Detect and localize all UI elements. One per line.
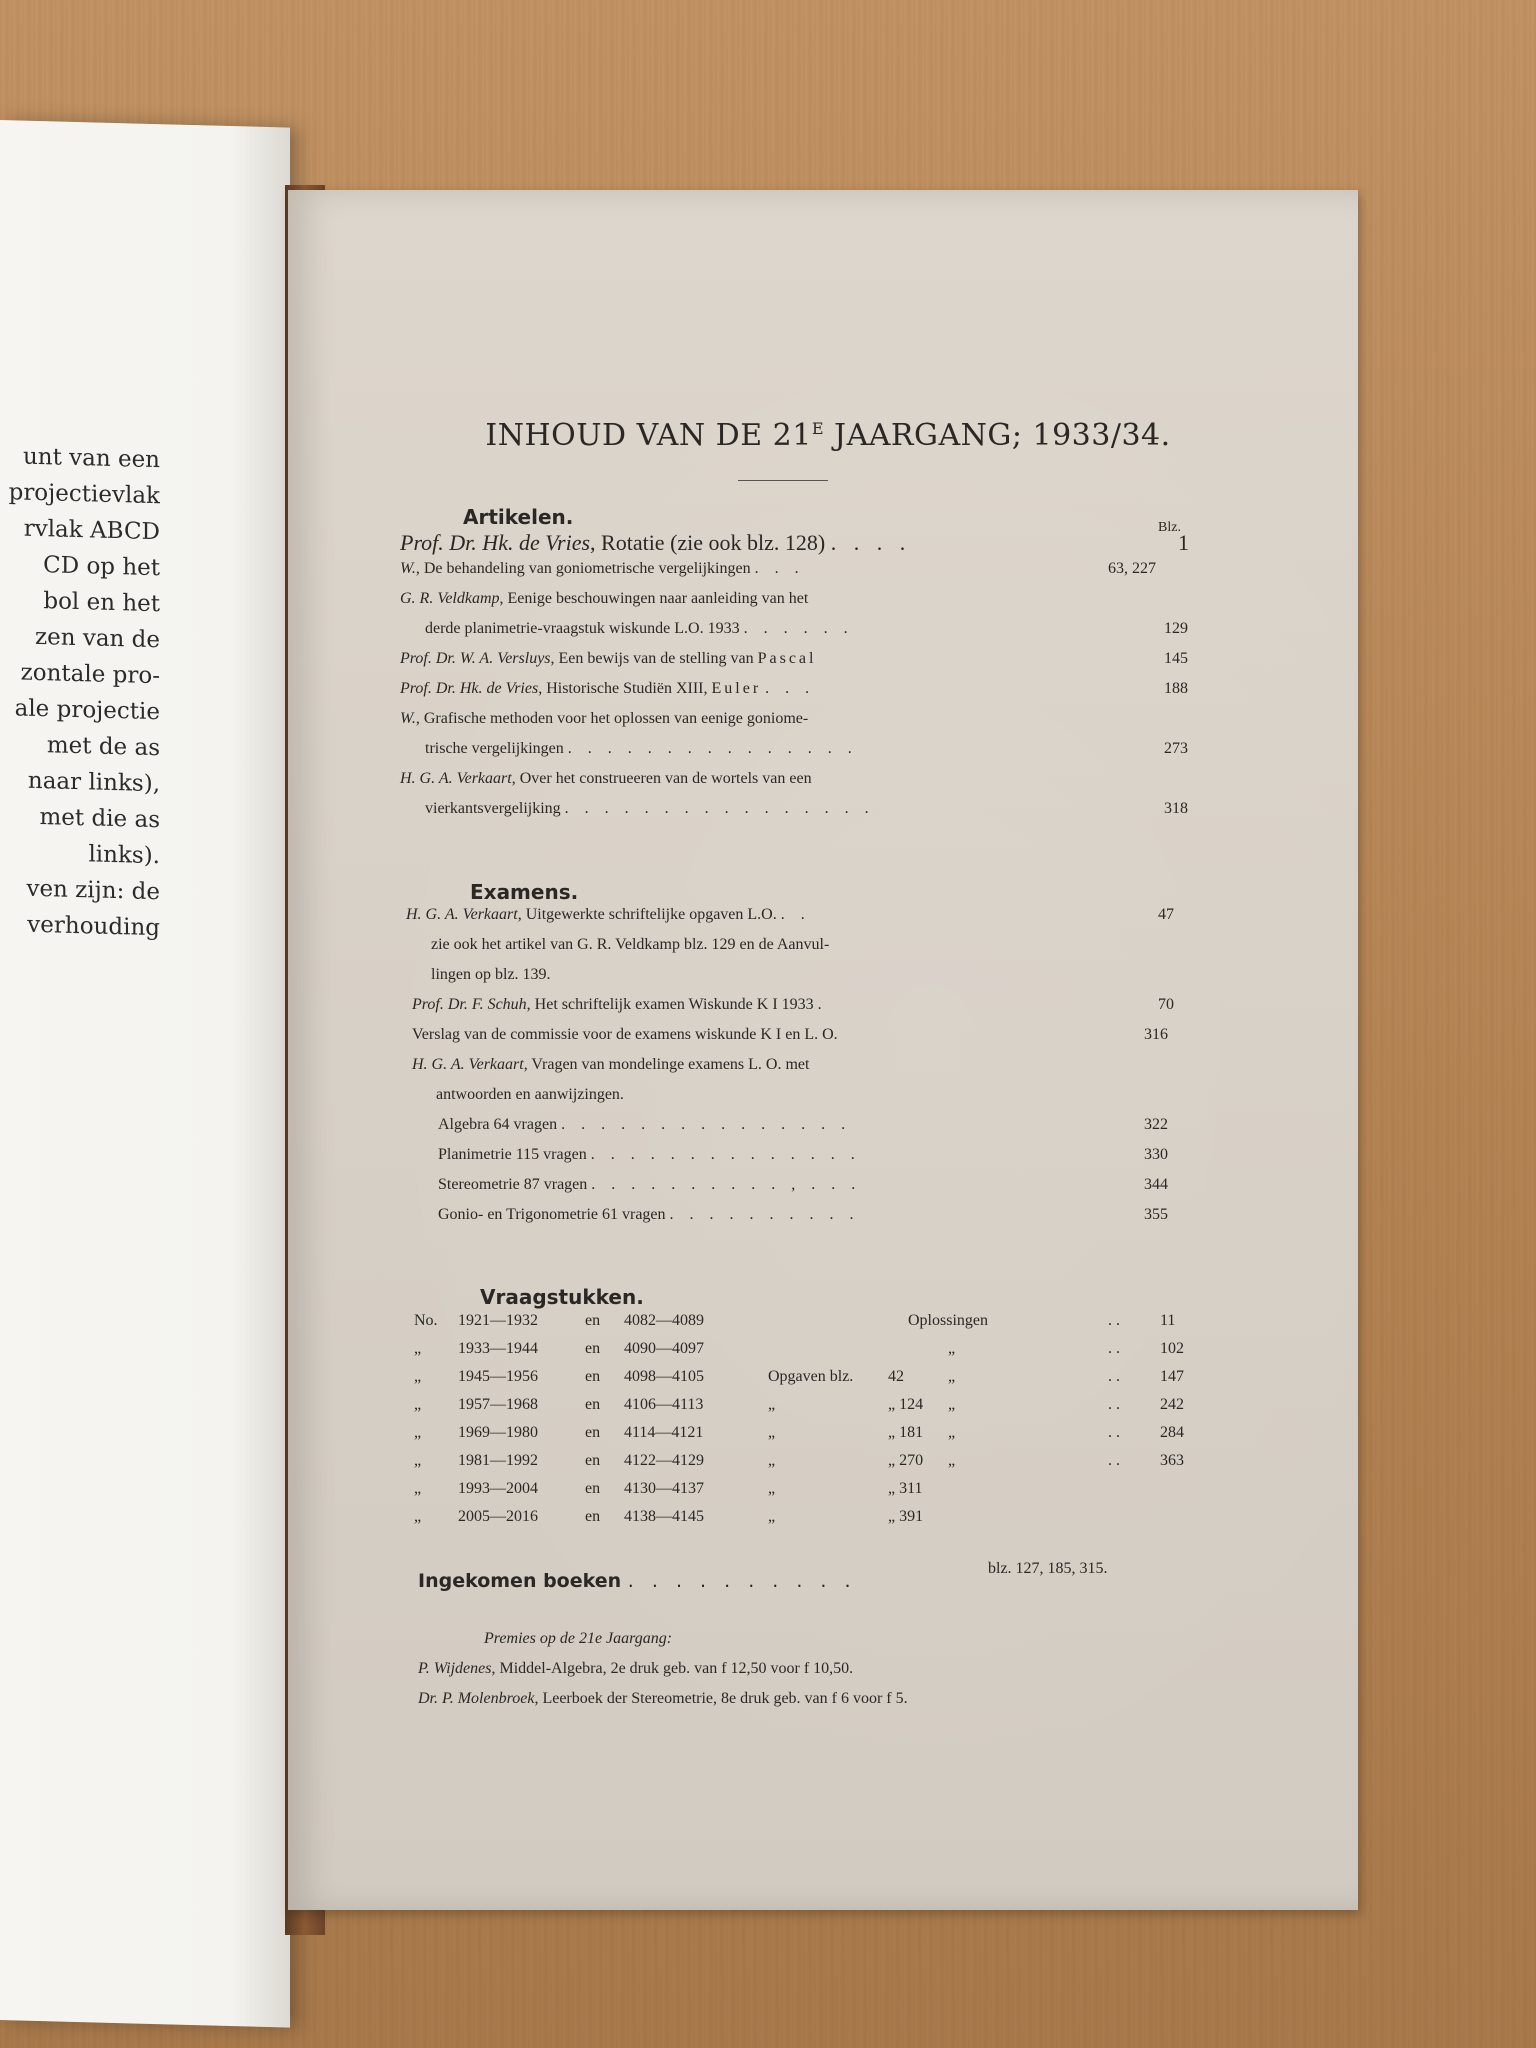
oplossingen-label: „ [948,1424,956,1441]
boeken-heading [418,1570,857,1592]
page-number: 188 [1164,680,1188,697]
page-number: 316 [1144,1026,1168,1043]
exam-entry [412,996,828,1014]
opgaven-label: „ [768,1452,776,1469]
left-line: zontale pro- [20,659,160,690]
author: H. G. A. Verkaart [400,770,512,787]
article-entry [400,650,816,668]
range-en: en [585,1396,601,1413]
opgaven-page: „ 124 [888,1396,924,1413]
range-2: 4122—4129 [624,1452,704,1469]
author: G. R. Veldkamp [400,590,500,607]
opgaven-label: „ [768,1424,776,1441]
exam-entry [406,906,811,924]
entry-text: , Grafische methoden voor het oplossen van eenige goniome- [415,710,809,727]
entry-text: , Eenige beschouwingen naar aanleiding van het [499,590,809,607]
left-line: verhouding [27,911,160,942]
oplossingen-label: „ [948,1396,956,1413]
page-number: 47 [1158,906,1174,923]
leader-dots: . . . . . . . . . . . . . . . [567,740,858,757]
author: W. [400,560,416,577]
spaced-name: Euler [711,680,762,697]
left-line: naar links), [27,767,160,798]
article-entry [400,680,815,698]
left-line: rvlak ABCD [23,515,160,546]
boeken-label: Ingekomen boeken [418,1570,622,1592]
author: W. [400,710,416,727]
exam-entry-cont: lingen op blz. 139. [431,966,551,983]
leader-dots: . . . . . . . . . . , . . . [591,1176,862,1193]
range-2: 4138—4145 [624,1508,704,1525]
entry-text: Planimetrie 115 vragen [438,1146,587,1163]
range-en: en [585,1340,601,1357]
article-entry [400,530,911,556]
range-1: 1945—1956 [458,1368,538,1385]
exam-sub-entry [438,1176,861,1194]
article-entry [400,770,812,788]
author: P. Wijdenes [418,1660,492,1677]
vraagstukken-heading: Vraagstukken. [480,1285,644,1309]
boeken-pages: blz. 127, 185, 315. [988,1560,1108,1577]
leader-dots: . . . [765,680,816,697]
page-number: 344 [1144,1176,1168,1193]
range-2: 4130—4137 [624,1480,704,1497]
entry-text: , Over het construeeren van de wortels van een [511,770,812,787]
range-1: 1957—1968 [458,1396,538,1413]
author: H. G. A. Verkaart [406,906,518,923]
leader-dots: . . [1108,1312,1120,1329]
author: Prof. Dr. Hk. de Vries [400,680,539,697]
page-number: 318 [1164,800,1188,817]
leader-dots: . . . . . . . . . . [669,1206,860,1223]
entry-text: , Rotatie (zie ook blz. 128) [590,530,826,555]
article-entry-cont [425,620,854,638]
range-2: 4114—4121 [624,1424,704,1441]
author: Prof. Dr. F. Schuh [412,996,527,1013]
opgaven-page: „ 311 [888,1480,923,1497]
leader-dots: . . . [754,560,805,577]
left-page-text [0,438,160,946]
range-2: 4082—4089 [624,1312,704,1329]
leader-dots: . . . . . . . . . . . . . . [590,1146,861,1163]
entry-text: , De behandeling van goniometrische vergelijkingen [415,560,751,577]
exam-sub-entry [438,1116,851,1134]
entry-text: , Een bewijs van de stelling van [550,650,758,667]
opgaven-label: „ [768,1396,776,1413]
author: Prof. Dr. W. A. Versluys [400,650,551,667]
entry-text: , Uitgewerkte schriftelijke opgaven L.O. [517,906,777,923]
range-2: 4106—4113 [624,1396,704,1413]
page-number: 355 [1144,1206,1168,1223]
author: Prof. Dr. Hk. de Vries [400,530,591,555]
artikelen-heading: Artikelen. [463,505,574,529]
range-2: 4090—4097 [624,1340,704,1357]
article-entry [400,590,808,608]
author: H. G. A. Verkaart [412,1056,524,1073]
leader-dots: . . . . . . [743,620,854,637]
title-divider [738,480,828,481]
page-number: 102 [1160,1340,1184,1357]
range-1: 1933—1944 [458,1340,538,1357]
oplossingen-label: „ [948,1368,956,1385]
page-number: 147 [1160,1368,1184,1385]
title-text-end: JAARGANG; 1933/34. [824,418,1171,453]
opgaven-label: Opgaven blz. [768,1368,854,1385]
leader-dots: . . . . . . . . . . . . . . . . [564,800,875,817]
oplossingen-label: Oplossingen [908,1312,988,1329]
leader-dots: . . . . . . . . . . [627,1570,857,1592]
left-line: CD op het [43,552,160,582]
page-number: 284 [1160,1424,1184,1441]
left-line: links). [88,841,160,870]
row-prefix: „ [414,1340,422,1357]
entry-text: , Middel-Algebra, 2e druk geb. van f 12,50 voor f 10,50. [491,1660,854,1677]
left-line: projectievlak [8,479,160,510]
opgaven-page: „ 391 [888,1508,924,1525]
entry-text: Stereometrie 87 vragen [438,1176,588,1193]
contents-page [288,190,1358,1910]
entry-text: Algebra 64 vragen [438,1116,558,1133]
entry-text: , Vragen van mondelinge examens L. O. met [523,1056,810,1073]
page-number: 11 [1160,1312,1176,1329]
page-number: 129 [1164,620,1188,637]
range-1: 1921—1932 [458,1312,538,1329]
article-entry-cont [425,740,858,758]
row-prefix: „ [414,1396,422,1413]
row-prefix: „ [414,1452,422,1469]
row-prefix: „ [414,1424,422,1441]
page-number: 70 [1158,996,1174,1013]
premies-heading: Premies op de 21e Jaargang: [484,1630,673,1647]
entry-text: , Het schriftelijk examen Wiskunde K I 1933 [526,996,814,1013]
blz-label: Blz. [1158,520,1181,535]
page-number: 63, 227 [1108,560,1156,577]
leader-dots: . . [1108,1368,1120,1385]
entry-text: Gonio- en Trigonometrie 61 vragen [438,1206,666,1223]
opgaven-page: 42 [888,1368,904,1385]
exam-entry [412,1056,809,1074]
article-entry [400,710,808,728]
row-prefix: „ [414,1508,422,1525]
leader-dots: . . [1108,1452,1120,1469]
range-en: en [585,1508,601,1525]
opgaven-page: „ 181 [888,1424,924,1441]
title-text: INHOUD VAN DE 21 [485,418,812,453]
page-title [448,418,1208,453]
range-1: 1981—1992 [458,1452,538,1469]
range-en: en [585,1424,601,1441]
leader-dots: . . [1108,1340,1120,1357]
leader-dots: . . [780,906,811,923]
entry-text: , Historische Studiën XIII, [538,680,712,697]
leader-dots: . . [1108,1424,1120,1441]
exam-sub-entry [438,1146,861,1164]
page-number: 1 [1178,530,1189,555]
exam-entry: Verslag van de commissie voor de examens wiskunde K I en L. O. [412,1026,838,1043]
spaced-name: Pascal [757,650,817,667]
row-prefix: No. [414,1312,438,1329]
oplossingen-label: „ [948,1340,956,1357]
article-entry-cont [425,800,875,818]
entry-text: , Leerboek der Stereometrie, 8e druk geb. van f 6 voor f 5. [534,1690,908,1707]
left-book-page [0,120,290,2028]
left-line: ale projectie [14,695,160,726]
premie-entry [418,1660,853,1678]
range-en: en [585,1480,601,1497]
title-superscript: E [811,419,825,438]
exam-entry-cont: zie ook het artikel van G. R. Veldkamp blz. 129 en de Aanvul- [431,936,830,953]
entry-text: trische vergelijkingen [425,740,564,757]
page-number: 322 [1144,1116,1168,1133]
page-number: 363 [1160,1452,1184,1469]
left-line: zen van de [34,623,160,654]
range-en: en [585,1452,601,1469]
exam-sub-entry [438,1206,860,1224]
range-1: 1969—1980 [458,1424,538,1441]
article-entry [400,560,805,578]
left-line: met de as [46,732,160,762]
range-1: 1993—2004 [458,1480,538,1497]
entry-text: derde planimetrie-vraagstuk wiskunde L.O. 1933 [425,620,740,637]
opgaven-label: „ [768,1508,776,1525]
range-1: 2005—2016 [458,1508,538,1525]
page-number: 145 [1164,650,1188,667]
oplossingen-label: „ [948,1452,956,1469]
opgaven-page: „ 270 [888,1452,924,1469]
author: Dr. P. Molenbroek [418,1690,535,1707]
page-number: 330 [1144,1146,1168,1163]
entry-text: vierkantsvergelijking [425,800,561,817]
left-line: met die as [39,804,160,834]
exam-entry-cont: antwoorden en aanwijzingen. [436,1086,624,1103]
row-prefix: „ [414,1480,422,1497]
leader-dots: . . [1108,1396,1120,1413]
examens-heading: Examens. [470,880,579,904]
range-en: en [585,1368,601,1385]
page-number: 242 [1160,1396,1184,1413]
range-en: en [585,1312,601,1329]
leader-dots: . . . . [830,530,912,555]
row-prefix: „ [414,1368,422,1385]
left-line: bol en het [43,588,160,618]
premie-entry [418,1690,908,1708]
left-line: ven zijn: de [26,875,160,906]
leader-dots: . [817,996,828,1013]
opgaven-label: „ [768,1480,776,1497]
left-line: unt van een [22,443,160,474]
range-2: 4098—4105 [624,1368,704,1385]
leader-dots: . . . . . . . . . . . . . . . [561,1116,852,1133]
page-number: 273 [1164,740,1188,757]
